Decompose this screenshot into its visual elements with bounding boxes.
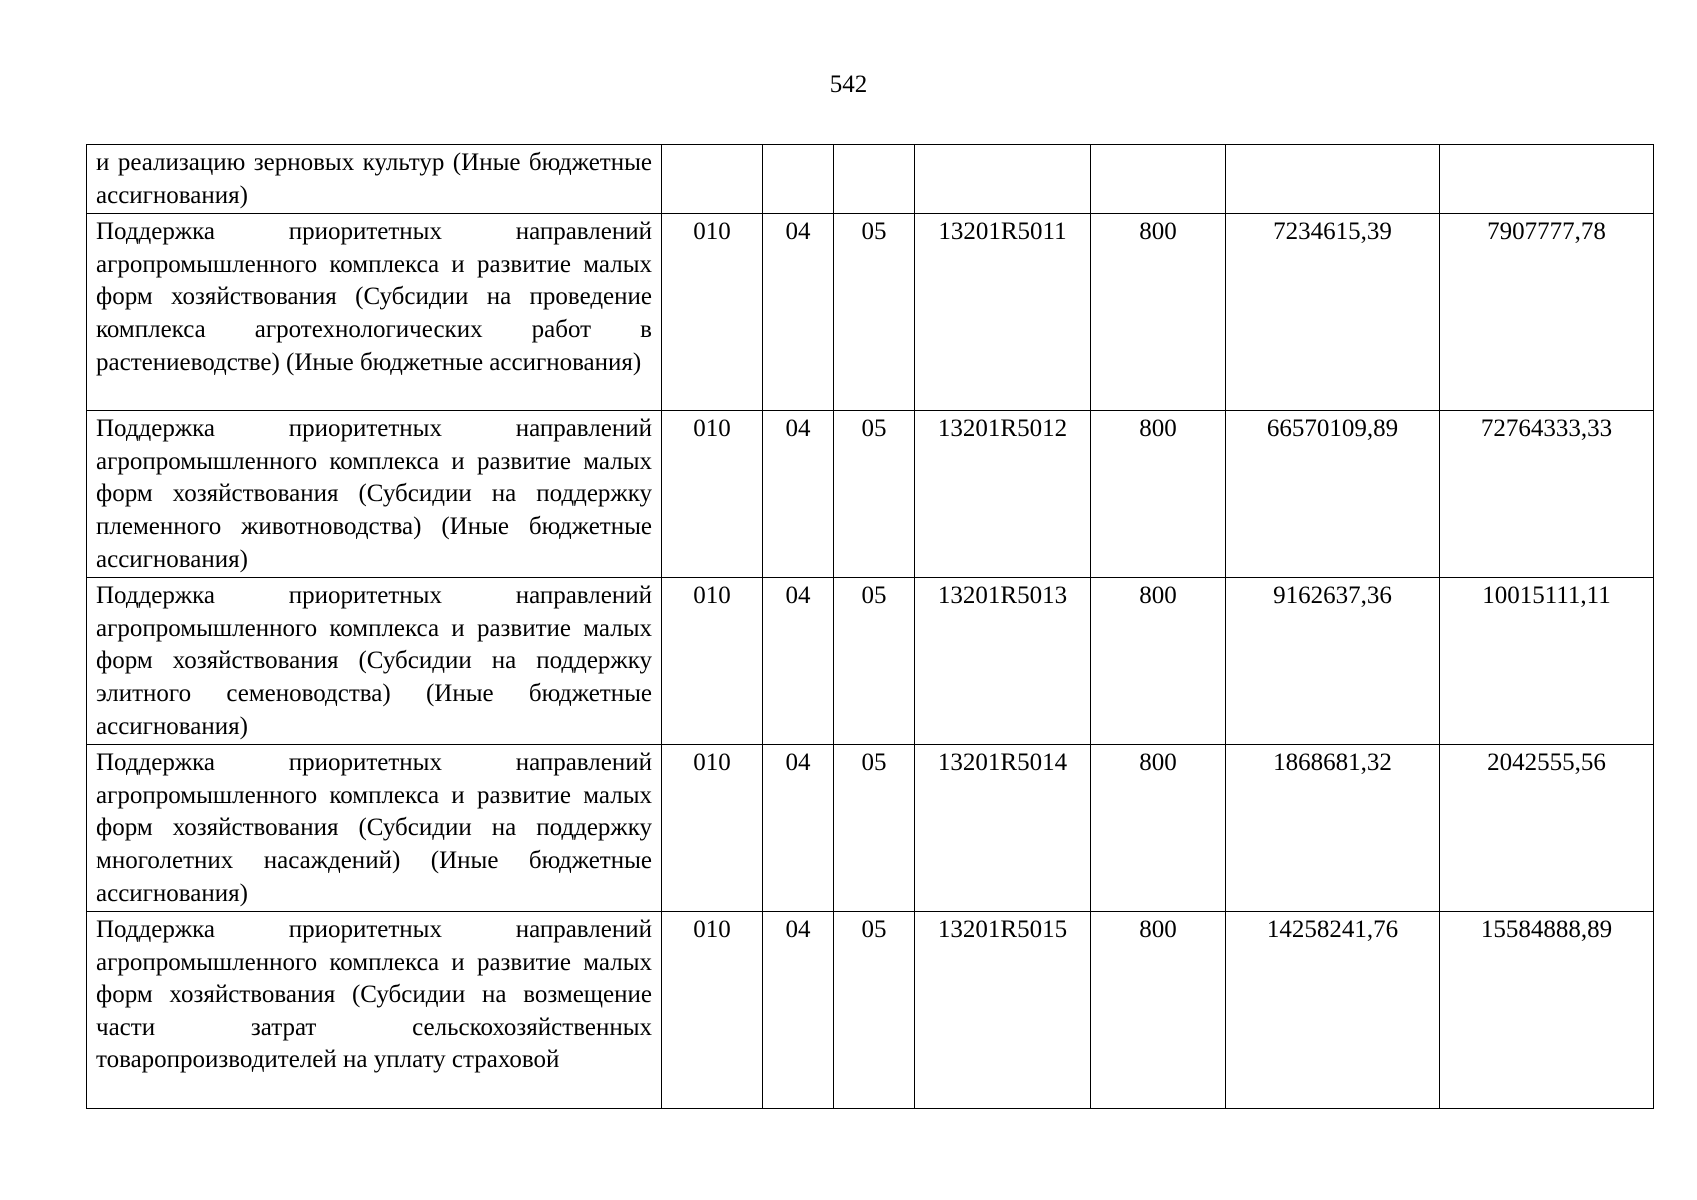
- amount-year-1: [1226, 145, 1440, 214]
- row-description: Поддержка приоритетных направлений агропромышленного комплекса и развитие малых форм хозяйствования (Субсидии на поддержку элитного семеноводства) (Иные бюджетные ассигнования): [87, 578, 662, 745]
- section-code: [763, 145, 834, 214]
- subsection-code: 05: [834, 912, 915, 1109]
- table-row: [87, 578, 1654, 745]
- amount-year-2: 15584888,89: [1440, 912, 1654, 1109]
- table-row: [87, 145, 1654, 214]
- ministry-code: 010: [662, 214, 763, 411]
- ministry-code: 010: [662, 578, 763, 745]
- table-row: [87, 912, 1654, 1109]
- target-article-code: 13201R5014: [915, 745, 1091, 912]
- amount-year-2: [1440, 145, 1654, 214]
- target-article-code: [915, 145, 1091, 214]
- row-description: Поддержка приоритетных направлений агропромышленного комплекса и развитие малых форм хозяйствования (Субсидии на возмещение части затрат сельскохозяйственных товаропроизводителей на уплату страховой: [87, 912, 662, 1109]
- expense-type-code: 800: [1091, 214, 1226, 411]
- table-row: [87, 745, 1654, 912]
- amount-year-2: 10015111,11: [1440, 578, 1654, 745]
- amount-year-1: 14258241,76: [1226, 912, 1440, 1109]
- amount-year-2: 72764333,33: [1440, 411, 1654, 578]
- section-code: 04: [763, 214, 834, 411]
- ministry-code: [662, 145, 763, 214]
- amount-year-1: 66570109,89: [1226, 411, 1440, 578]
- expense-type-code: 800: [1091, 912, 1226, 1109]
- subsection-code: 05: [834, 745, 915, 912]
- target-article-code: 13201R5012: [915, 411, 1091, 578]
- section-code: 04: [763, 411, 834, 578]
- subsection-code: [834, 145, 915, 214]
- expense-type-code: 800: [1091, 745, 1226, 912]
- expense-type-code: 800: [1091, 578, 1226, 745]
- amount-year-2: 7907777,78: [1440, 214, 1654, 411]
- ministry-code: 010: [662, 411, 763, 578]
- subsection-code: 05: [834, 214, 915, 411]
- expense-type-code: 800: [1091, 411, 1226, 578]
- target-article-code: 13201R5015: [915, 912, 1091, 1109]
- target-article-code: 13201R5013: [915, 578, 1091, 745]
- amount-year-1: 7234615,39: [1226, 214, 1440, 411]
- section-code: 04: [763, 745, 834, 912]
- expense-type-code: [1091, 145, 1226, 214]
- section-code: 04: [763, 578, 834, 745]
- amount-year-1: 1868681,32: [1226, 745, 1440, 912]
- target-article-code: 13201R5011: [915, 214, 1091, 411]
- table-row: [87, 214, 1654, 411]
- row-description: Поддержка приоритетных направлений агропромышленного комплекса и развитие малых форм хозяйствования (Субсидии на поддержку племенного животноводства) (Иные бюджетные ассигнования): [87, 411, 662, 578]
- ministry-code: 010: [662, 745, 763, 912]
- amount-year-2: 2042555,56: [1440, 745, 1654, 912]
- subsection-code: 05: [834, 411, 915, 578]
- budget-table: [86, 144, 1654, 1109]
- page-number: 542: [829, 71, 868, 98]
- row-description: Поддержка приоритетных направлений агропромышленного комплекса и развитие малых форм хозяйствования (Субсидии на проведение комплекса агротехнологических работ в растениеводстве) (Иные бюджетные ассигнования): [87, 214, 662, 411]
- amount-year-1: 9162637,36: [1226, 578, 1440, 745]
- row-description: Поддержка приоритетных направлений агропромышленного комплекса и развитие малых форм хозяйствования (Субсидии на поддержку многолетних насаждений) (Иные бюджетные ассигнования): [87, 745, 662, 912]
- row-description: и реализацию зерновых культур (Иные бюджетные ассигнования): [87, 145, 662, 214]
- subsection-code: 05: [834, 578, 915, 745]
- ministry-code: 010: [662, 912, 763, 1109]
- table-row: [87, 411, 1654, 578]
- section-code: 04: [763, 912, 834, 1109]
